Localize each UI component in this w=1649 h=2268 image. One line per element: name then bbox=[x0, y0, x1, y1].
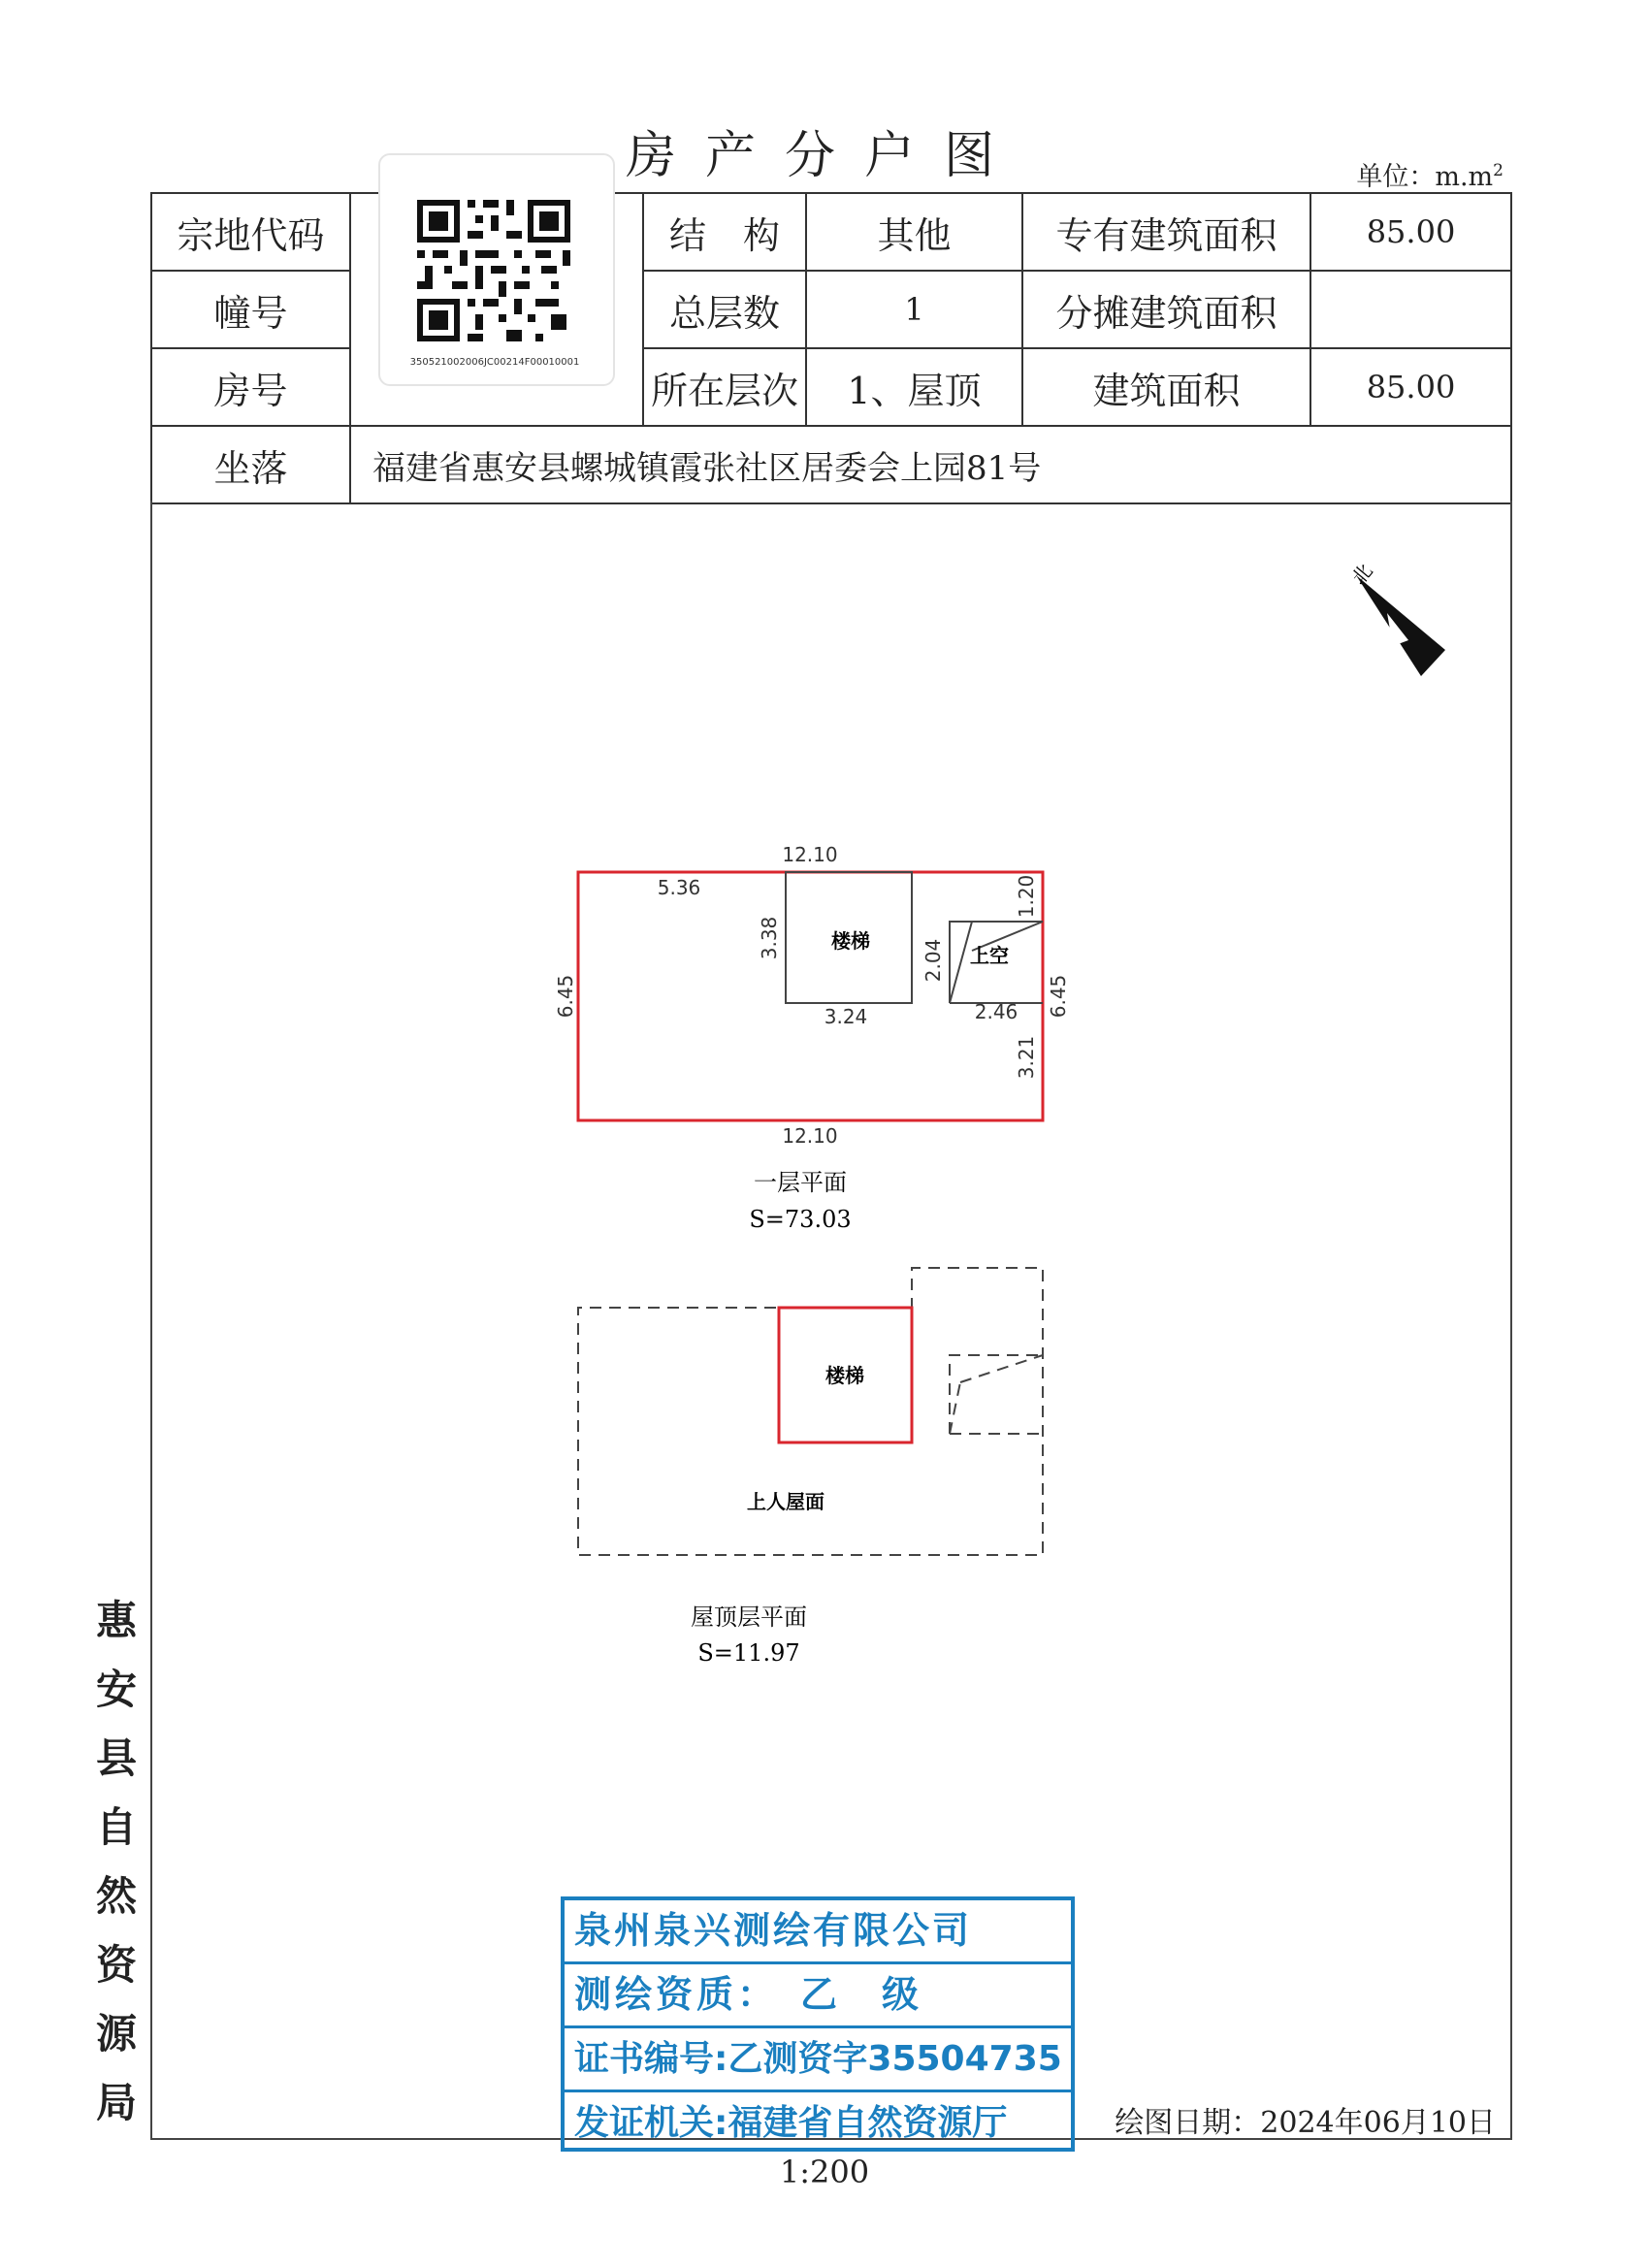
dim-void-width: 2.46 bbox=[974, 1000, 1018, 1023]
dim-top-right-small: 1.20 bbox=[1015, 874, 1038, 919]
total-floors-value: 1 bbox=[806, 271, 1022, 348]
building-number-label: 幢号 bbox=[151, 271, 350, 348]
dim-right: 6.45 bbox=[1047, 974, 1070, 1019]
authority-char: 安 bbox=[95, 1666, 137, 1713]
authority-vertical-label bbox=[92, 1586, 141, 2137]
room-number-label: 房号 bbox=[151, 348, 350, 426]
roof-area: S=11.97 bbox=[697, 1639, 800, 1667]
page-title: 房产分户图 bbox=[625, 127, 1023, 185]
dim-left: 6.45 bbox=[554, 974, 577, 1019]
authority-char: 资 bbox=[95, 1941, 137, 1989]
building-area-label: 建筑面积 bbox=[1022, 348, 1310, 426]
unit-text: 单位：m.m bbox=[1356, 162, 1494, 192]
stamp-company: 泉州泉兴测绘有限公司 bbox=[574, 1909, 973, 1952]
drawing-scale: 1:200 bbox=[779, 2154, 870, 2190]
floor-level-value: 1、屋顶 bbox=[806, 348, 1022, 426]
shared-area-label: 分摊建筑面积 bbox=[1022, 271, 1310, 348]
stamp-certificate: 证书编号:乙测资字35504735 bbox=[565, 2025, 1071, 2090]
floor1-caption: 一层平面 bbox=[754, 1169, 847, 1196]
structure-value: 其他 bbox=[806, 193, 1022, 271]
roof-stair-label: 楼梯 bbox=[825, 1364, 864, 1387]
dim-bottom: 12.10 bbox=[782, 1124, 838, 1148]
roof-caption: 屋顶层平面 bbox=[691, 1604, 807, 1631]
dim-stair-height: 3.38 bbox=[758, 916, 781, 960]
dim-top-left: 5.36 bbox=[657, 876, 701, 899]
floor1-void-label: 上空 bbox=[970, 944, 1009, 967]
floor-level-label: 所在层次 bbox=[643, 348, 806, 426]
location-address: 福建省惠安县螺城镇霞张社区居委会上园81号 bbox=[350, 426, 1511, 503]
floor1-plan bbox=[578, 872, 1043, 1120]
north-arrow-icon bbox=[1356, 575, 1445, 676]
drawing-date: 绘图日期：2024年06月10日 bbox=[1115, 2106, 1496, 2140]
north-label: 北 bbox=[1346, 559, 1377, 590]
dim-right-lower: 3.21 bbox=[1015, 1035, 1038, 1080]
qr-code-number: 350521002006JC00214F00010001 bbox=[409, 357, 580, 368]
roof-label: 上人屋面 bbox=[747, 1490, 824, 1513]
location-label: 坐落 bbox=[151, 426, 350, 503]
surveyor-stamp bbox=[561, 1896, 1075, 2152]
unit-superscript: 2 bbox=[1493, 161, 1504, 180]
authority-char: 自 bbox=[95, 1803, 137, 1851]
floor1-outline bbox=[578, 872, 1043, 1120]
authority-char: 县 bbox=[95, 1734, 137, 1782]
dim-stair-width: 3.24 bbox=[824, 1005, 868, 1028]
parcel-code-label: 宗地代码 bbox=[151, 193, 350, 271]
authority-char: 源 bbox=[95, 2010, 137, 2057]
exclusive-area-value: 85.00 bbox=[1310, 193, 1511, 271]
floor1-stair-label: 楼梯 bbox=[831, 929, 870, 953]
structure-label: 结 构 bbox=[643, 193, 806, 271]
dim-top: 12.10 bbox=[782, 843, 838, 866]
exclusive-area-label: 专有建筑面积 bbox=[1022, 193, 1310, 271]
stamp-issuer: 发证机关:福建省自然资源厅 bbox=[565, 2090, 1071, 2154]
stamp-qualification: 测绘资质： 乙 级 bbox=[565, 1961, 1071, 2025]
floor1-area: S=73.03 bbox=[749, 1206, 852, 1233]
authority-char: 惠 bbox=[95, 1597, 137, 1644]
dim-void-height: 2.04 bbox=[922, 938, 945, 983]
authority-char: 然 bbox=[95, 1872, 137, 1920]
total-floors-label: 总层数 bbox=[643, 271, 806, 348]
authority-char: 局 bbox=[95, 2079, 137, 2126]
building-area-value: 85.00 bbox=[1310, 348, 1511, 426]
